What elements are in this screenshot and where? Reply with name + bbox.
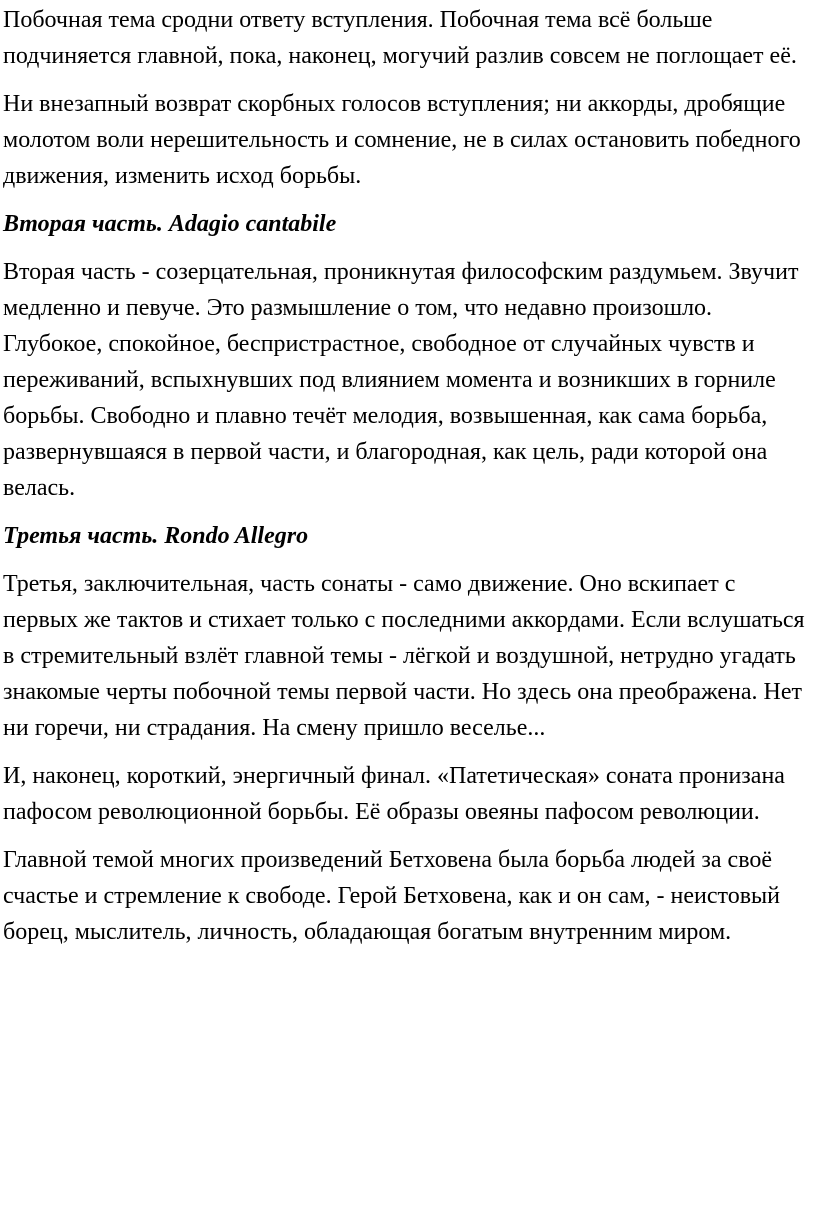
paragraph-second-movement: Вторая часть - созерцательная, проникнутая философским раздумьем. Звучит медленно и певуче. Это размышление о том, что недавно произошло. Глубокое, спокойное, беспристрастное, свободное от случайных чувств и переживаний, вспыхнувших под влиянием момента и возникших в горниле борьбы. Свободно и плавно течёт мелодия, возвышенная, как сама борьба, развернувшаяся в первой части, и благородная, как цель, ради которой она велась. bbox=[3, 259, 799, 501]
heading-third-movement: Третья часть. Rondo Allegro bbox=[3, 523, 309, 549]
paragraph-finale: И, наконец, короткий, энергичный финал. «Патетическая» соната пронизана пафосом революционной борьбы. Её образы овеяны пафосом революции. bbox=[3, 763, 785, 825]
paragraph-third-movement: Третья, заключительная, часть сонаты - само движение. Оно вскипает с первых же тактов и стихает только с последними аккордами. Если вслушаться в стремительный взлёт главной темы - лёгкой и воздушной, нетрудно угадать знакомые черты побочной темы первой части. Но здесь она преображена. Нет ни горечи, ни страдания. На смену пришло веселье... bbox=[3, 571, 805, 741]
paragraph-beethoven-hero: Главной темой многих произведений Бетховена была борьба людей за своё счастье и стремление к свободе. Герой Бетховена, как и он сам, - неистовый борец, мыслитель, личность, обладающая богатым внутренним миром. bbox=[3, 847, 781, 945]
paragraph-victory-movement: Ни внезапный возврат скорбных голосов вступления; ни аккорды, дробящие молотом воли нерешительность и сомнение, не в силах остановить победного движения, изменить исход борьбы. bbox=[3, 91, 801, 189]
paragraph-secondary-theme: Побочная тема сродни ответу вступления. Побочная тема всё больше подчиняется главной, пока, наконец, могучий разлив совсем не поглощает её. bbox=[3, 7, 797, 69]
heading-second-movement: Вторая часть. Adagio cantabile bbox=[3, 211, 337, 237]
